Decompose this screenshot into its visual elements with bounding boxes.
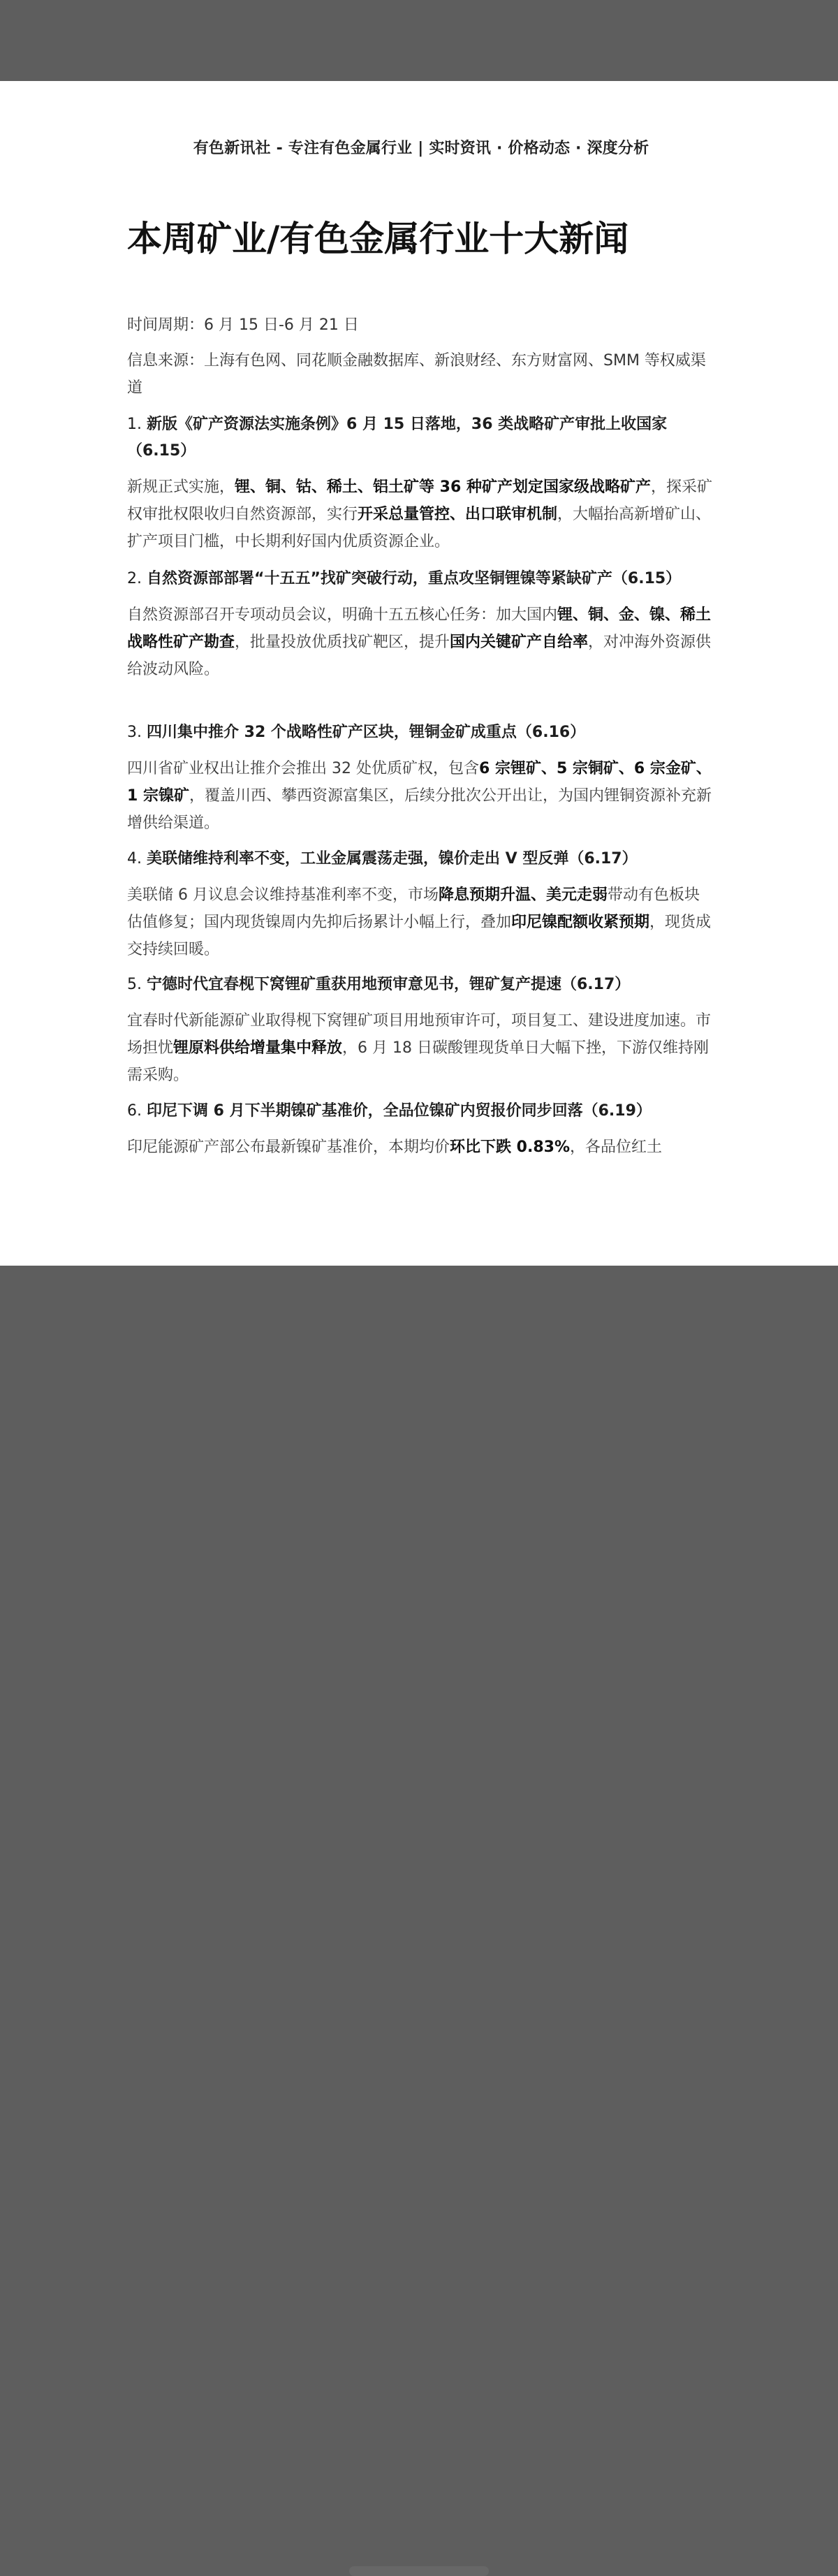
- bottom-band: [0, 1266, 838, 1345]
- news-heading: [127, 972, 715, 998]
- news-item: [127, 411, 715, 555]
- top-band: [0, 0, 838, 81]
- news-body: [127, 1007, 715, 1089]
- news-body-text: 印尼能源矿产部公布最新镍矿基准价，本期均价: [127, 1139, 450, 1156]
- news-body-emphasis: 环比下跌 0.83%: [450, 1139, 570, 1156]
- news-heading: [127, 719, 715, 746]
- info-source: 信息来源：上海有色网、同花顺金融数据库、新浪财经、东方财富网、SMM 等权威渠道: [127, 352, 706, 397]
- news-body-text: ，6 月 18 日碳酸锂现货单日大幅下挫，下游仅维持刚需采购。: [127, 1039, 710, 1084]
- news-body-emphasis: 开采总量管控、出口联审机制: [358, 506, 558, 523]
- news-body: [127, 881, 715, 963]
- news-body-text: 自然资源部召开专项动员会议，明确十五五核心任务：加大国内: [127, 606, 558, 624]
- news-body-text: ，批量投放优质找矿靶区，提升: [235, 634, 450, 651]
- news-body: [127, 474, 715, 555]
- news-heading-text: 宁德时代宜春枧下窝锂矿重获用地预审意见书，锂矿复产提速（6.17）: [146, 976, 631, 993]
- news-body-emphasis: 锂、铜、钴、稀土、铝土矿等 36 种矿产划定国家级战略矿产: [235, 478, 651, 496]
- news-body-text: 宜春时代新能源矿业取得枧下窝锂矿项目用地预审许可，项目复工、建设进度加速。市场担忧: [127, 1012, 712, 1057]
- news-item: [127, 719, 715, 837]
- news-number: 3.: [127, 724, 147, 741]
- publisher-tagline: 有色新讯社 - 专注有色金属行业 | 实时资讯 · 价格动态 · 深度分析: [193, 140, 649, 157]
- news-number: 1.: [127, 416, 147, 433]
- news-body-text: ，大幅抬高新增矿山、扩产项目门槛，中长期利好国内优质资源企业。: [127, 506, 712, 550]
- news-item: [127, 972, 715, 1089]
- news-body-text: 新规正式实施，: [127, 478, 235, 496]
- watermark-bar: [349, 2566, 489, 2576]
- news-body-text: ，现货成交持续回暖。: [127, 914, 712, 958]
- page-title: 本周矿业/有色金属行业十大新闻: [127, 219, 629, 259]
- time-period: 时间周期：6 月 15 日-6 月 21 日: [127, 316, 359, 334]
- news-number: 2.: [127, 570, 147, 587]
- news-item: [127, 846, 715, 963]
- news-body-text: 美联储 6 月议息会议维持基准利率不变，市场: [127, 886, 439, 904]
- news-heading-text: 四川集中推介 32 个战略性矿产区块，锂铜金矿成重点（6.16）: [146, 724, 586, 741]
- news-body-text: ，覆盖川西、攀西资源富集区，后续分批次公开出让，为国内锂铜资源补充新增供给渠道。: [127, 787, 712, 832]
- news-body: [127, 1134, 715, 1161]
- news-body-text: 四川省矿业权出让推介会推出 32 处优质矿权，包含: [127, 760, 479, 777]
- news-body: [127, 601, 715, 683]
- news-item: [127, 1098, 715, 1161]
- news-body-text: ，探采矿权审批权限收归自然资源部，实行: [127, 478, 712, 523]
- document-page: [0, 81, 838, 1266]
- news-heading-text: 美联储维持利率不变，工业金属震荡走强，镍价走出 V 型反弹（6.17）: [146, 850, 638, 868]
- news-body-emphasis: 6 宗锂矿、5 宗铜矿、6 宗金矿、1 宗镍矿: [127, 760, 712, 805]
- news-body-text: 带动有色板块估值修复；国内现货镍周内先抑后扬累计小幅上行，叠加: [127, 886, 700, 931]
- news-heading: [127, 566, 715, 592]
- news-body-emphasis: 锂、铜、金、镍、稀土战略性矿产勘查: [127, 606, 712, 651]
- news-heading-text: 印尼下调 6 月下半期镍矿基准价，全品位镍矿内贸报价同步回落（6.19）: [146, 1102, 652, 1120]
- news-body: [127, 755, 715, 837]
- news-item: [127, 566, 715, 683]
- news-heading: [127, 411, 715, 464]
- news-heading-text: 自然资源部部署“十五五”找矿突破行动，重点攻坚铜锂镍等紧缺矿产（6.15）: [146, 570, 682, 587]
- news-number: 5.: [127, 976, 147, 993]
- news-heading: [127, 846, 715, 872]
- news-body-text: ，对冲海外资源供给波动风险。: [127, 634, 712, 678]
- news-number: 6.: [127, 1102, 147, 1120]
- news-body-emphasis: 国内关键矿产自给率: [450, 634, 589, 651]
- news-body-emphasis: 锂原料供给增量集中释放: [173, 1039, 343, 1057]
- news-heading: [127, 1098, 715, 1125]
- news-number: 4.: [127, 850, 147, 868]
- news-body-text: ，各品位红土: [570, 1139, 663, 1156]
- news-heading-text: 新版《矿产资源法实施条例》6 月 15 日落地，36 类战略矿产审批上收国家（6.15）: [127, 416, 668, 460]
- news-body-emphasis: 印尼镍配额收紧预期: [511, 914, 650, 931]
- news-body-emphasis: 降息预期升温、美元走弱: [439, 886, 608, 904]
